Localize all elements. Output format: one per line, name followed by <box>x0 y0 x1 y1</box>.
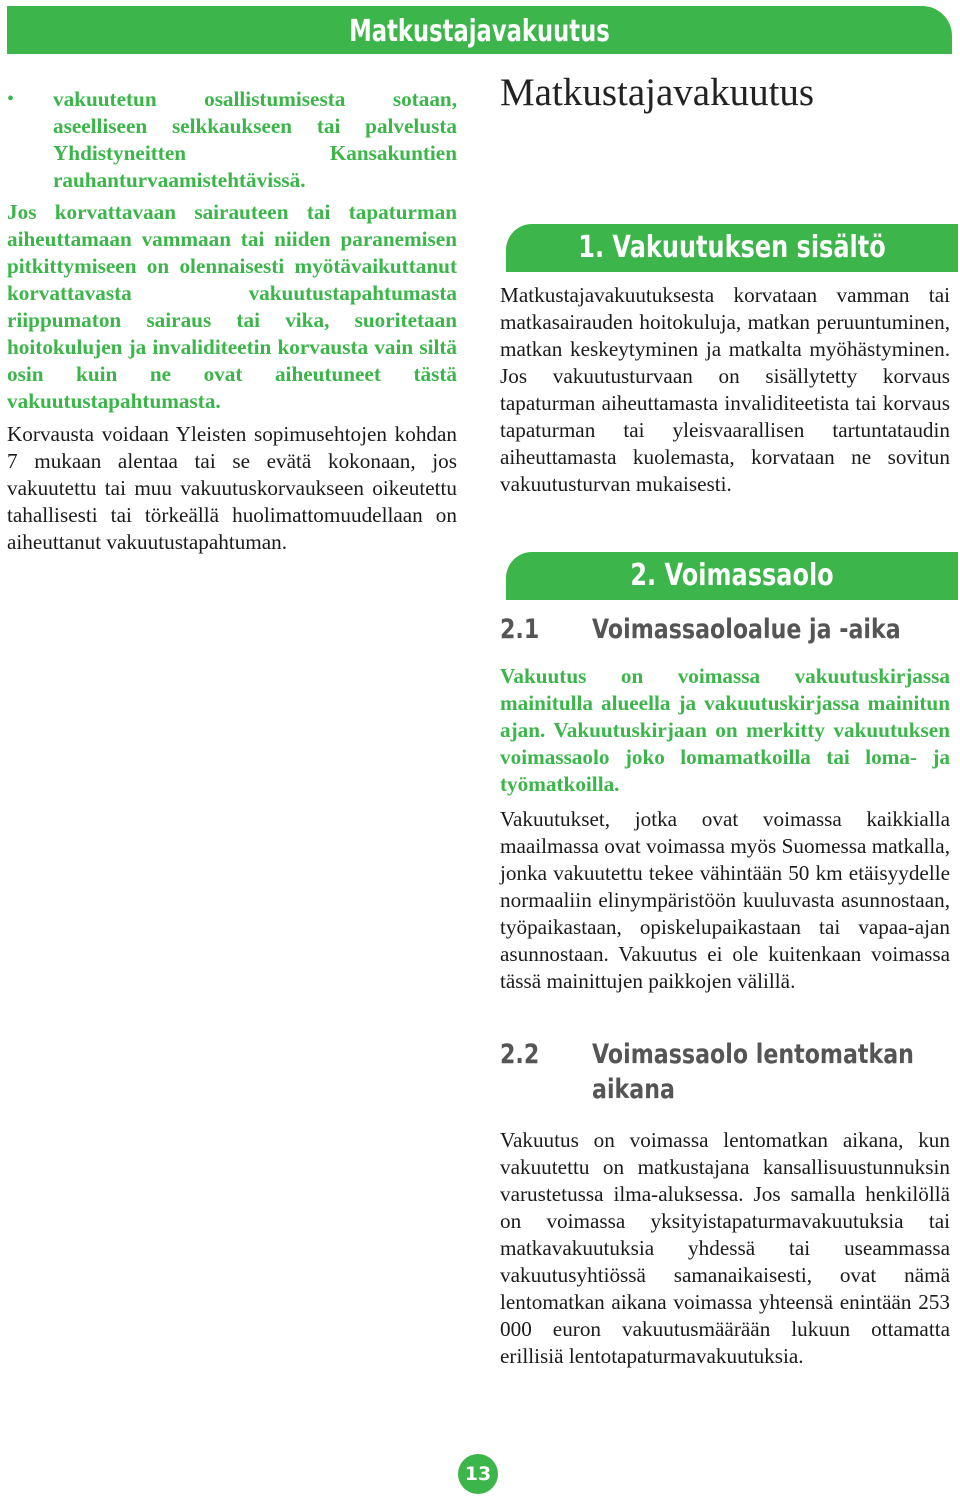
paragraph-green: Jos korvattavaan sairauteen tai tapaturman aiheuttamaan vammaan tai niiden paranemisen pitkittymiseen on olennaisesti myötävaikuttanut korvattavasta vakuutustapahtumasta riippumaton sairaus tai vika, suoritetaan hoitokulujen ja invaliditeetin korvausta vain siltä osin kuin ne ovat aiheutuneet tästä vakuutustapahtumasta. <box>7 200 457 413</box>
bullet-text: vakuutetun osallistumisesta sotaan, aseelliseen selkkaukseen tai palvelusta Yhdistyneitten Kansakuntien rauhanturvaamistehtävissä. <box>53 87 457 192</box>
subsection-heading <box>500 612 950 647</box>
right-column <box>500 70 950 1370</box>
paragraph-green: Vakuutus on voimassa vakuutuskirjassa mainitulla alueella ja vakuutuskirjassa mainitun ajan. Vakuutuskirjaan on merkitty vakuutuksen voimassaolo joko lomamatkoilla tai loma- ja työmatkoilla. <box>500 664 950 796</box>
page-number-badge: 13 <box>458 1454 498 1494</box>
list-item <box>7 86 457 194</box>
paragraph: Matkustajavakuutuksesta korvataan vamman tai matkasairauden hoitokuluja, matkan peruuntuminen, matkan keskeytyminen ja matkalta myöhästyminen. Jos vakuutusturvaan on sisällytetty korvaus tapaturman aiheuttamasta invaliditeetista tai korvaus tapaturman tai yleisvaarallisen tartuntataudin aiheuttamasta kuolemasta, korvataan ne sovitun vakuutusturvan mukaisesti. <box>500 283 950 496</box>
subsection-number: 2.2 <box>500 1039 540 1070</box>
subsection-number: 2.1 <box>500 614 540 645</box>
paragraph: Vakuutus on voimassa lentomatkan aikana, kun vakuutettu on matkustajana kansallisuustunnuksin varustetussa ilma-aluksessa. Jos samalla henkilöllä on voimassa yksityistapaturmavakuutuksia tai matkavakuutuksia yhdessä tai useammassa vakuutusyhtiössä samanaikaisesti, ovat nämä lentomatkan aikana voimassa yhteensä enintään 253 000 euron vakuutusmäärään lukuun ottamatta erillisiä lentotapaturmavakuutuksia. <box>500 1128 950 1368</box>
bullet-icon: • <box>7 88 15 110</box>
subsection-title-line: Voimassaolo lentomatkan <box>592 1039 914 1070</box>
section-heading-bar <box>506 552 958 600</box>
section-heading-bar <box>506 224 958 272</box>
subsection-heading <box>500 1037 950 1107</box>
subsection-title: Voimassaoloalue ja -aika <box>592 614 901 645</box>
section-heading: 2. Voimassaolo <box>630 558 834 593</box>
header-title: Matkustajavakuutus <box>349 14 610 49</box>
left-column <box>7 86 457 556</box>
paragraph: Korvausta voidaan Yleisten sopimusehtojen kohdan 7 mukaan alentaa tai se evätä kokonaan, jos vakuutettu tai muu vakuutuskorvaukseen oikeutettu tahallisesti tai törkeällä huolimattomuudellaan on aiheuttanut vakuutustapahtuman. <box>7 422 457 554</box>
paragraph: Vakuutukset, jotka ovat voimassa kaikkialla maailmassa ovat voimassa myös Suomessa matkalla, jonka vakuutettu tekee vähintään 50 km etäisyydelle normaaliin elinympäristöön kuuluvasta asunnostaan, työpaikastaan, opiskelupaikastaan tai vapaa-ajan asunnostaan. Vakuutus ei ole kuitenkaan voimassa tässä mainittujen paikkojen välillä. <box>500 807 950 993</box>
subsection-title <box>592 1037 960 1107</box>
page-title: Matkustajavakuutus <box>500 71 815 114</box>
section-heading: 1. Vakuutuksen sisältö <box>578 230 886 265</box>
subsection-title-line: aikana <box>592 1074 675 1105</box>
header-banner <box>7 6 952 54</box>
